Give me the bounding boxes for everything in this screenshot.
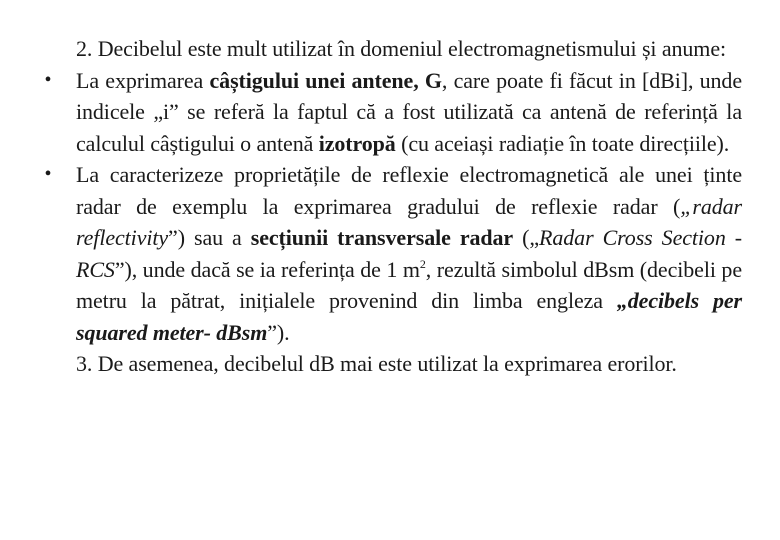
bullet-icon: • [44, 68, 52, 91]
text: , care poate fi făcut in [dBi], unde indicele „i” se referă la faptul că a fost utilizată ca antenă de referință la calculul câștigului o antenă [76, 67, 742, 156]
text: ”), unde dacă se ia referința de 1 m [114, 256, 420, 282]
item-2-paragraph: 2. Decibelul este mult utilizat în domeniul electromagnetismului și anume: [76, 36, 727, 61]
text: (cu aceiași radiație în toate direcțiile). [395, 130, 730, 156]
bold-term-isotropic: izotropă [318, 130, 396, 156]
document-body [40, 33, 742, 380]
superscript-2: 2 [419, 256, 426, 271]
bullet-item-antenna-gain [40, 65, 742, 160]
item-3-paragraph: 3. De asemenea, decibelul dB mai este utilizat la exprimarea erorilor. [76, 351, 677, 376]
bold-italic-term-dbsm: „decibels per squared meter- dBsm [76, 288, 742, 345]
text: La caracterizeze proprietățile de reflexie electromagnetică ale unei ținte radar de exemplu la exprimarea gradului de reflexie radar ( [76, 162, 742, 219]
text: („ [513, 225, 540, 250]
text: , rezultă simbolul dBsm (decibeli pe metru la pătrat, inițialele provenind din limba engleza [76, 256, 742, 313]
text: ”) sau a [168, 225, 251, 250]
bullet-icon: • [44, 163, 52, 185]
italic-term-radar-reflectivity: „radar reflectivity [76, 193, 742, 250]
bullet-item-radar-reflectivity [40, 159, 742, 348]
bold-term-radar-cross-section: secțiunii transversale radar [250, 225, 514, 250]
text: La exprimarea [76, 67, 210, 93]
text: ”). [267, 319, 290, 345]
italic-term-rcs: Radar Cross Section - RCS [76, 225, 742, 282]
bold-term-antenna-gain: câștigului unei antene, G [209, 67, 442, 93]
